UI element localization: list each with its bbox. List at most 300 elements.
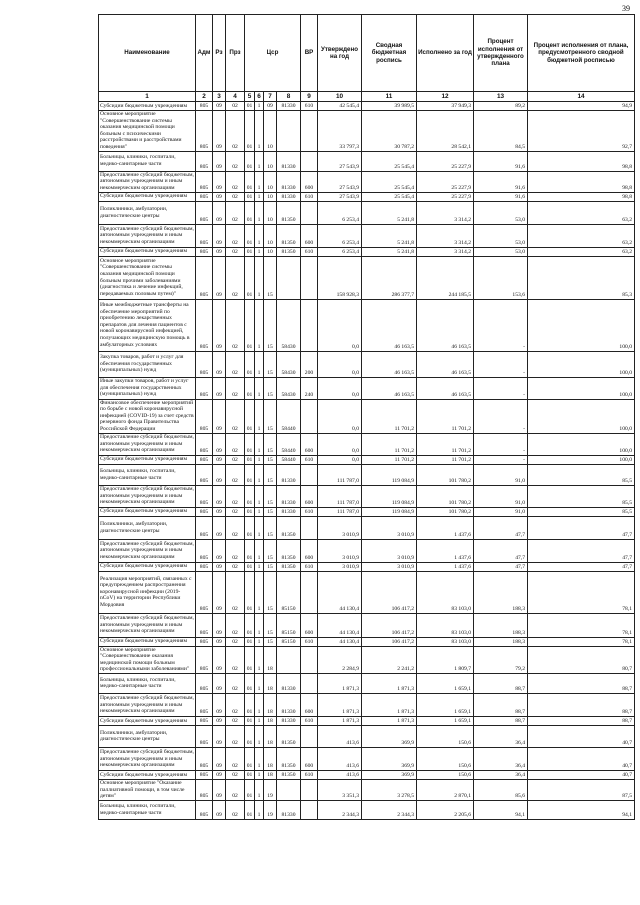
row-csr-2: 1: [255, 747, 264, 770]
row-csr-4: 81330: [277, 464, 301, 485]
column-number: 9: [301, 92, 318, 102]
row-rz: 09: [213, 516, 226, 539]
row-adm: 805: [196, 399, 213, 433]
row-approved: 2 284,9: [318, 646, 362, 673]
table-row: [99, 201, 635, 224]
table-row: [99, 299, 635, 351]
row-csr-3: 15: [264, 516, 277, 539]
row-executed: 150,6: [417, 725, 474, 747]
row-adm: 805: [196, 299, 213, 351]
row-csr-1: 01: [245, 171, 255, 192]
row-csr-1: 01: [245, 673, 255, 693]
row-name: Больницы, клиники, госпитали, медико-санитарные части: [99, 800, 196, 819]
row-name: Субсидии бюджетным учреждениям: [99, 562, 196, 571]
col-header-name: Наименование: [99, 15, 196, 92]
row-name: Субсидии бюджетным учреждениям: [99, 102, 196, 111]
row-csr-1: 01: [245, 256, 255, 299]
row-pct-list: 40,7: [528, 747, 635, 770]
row-csr-4: 81330: [277, 716, 301, 725]
row-adm: 805: [196, 485, 213, 507]
row-pct-plan: -: [474, 377, 528, 399]
row-pct-list: 47,7: [528, 539, 635, 562]
row-pct-list: 100,0: [528, 351, 635, 377]
row-consolidated: 3 010,9: [362, 516, 417, 539]
table-row: [99, 351, 635, 377]
row-name: Реализация мероприятий, связанных с предупреждением распространения коронавирусной инфекции (2019-nCoV) на территории Республики Мордовия: [99, 571, 196, 613]
row-consolidated: 5 241,8: [362, 224, 417, 247]
row-executed: 1 659,1: [417, 673, 474, 693]
row-prz: 02: [226, 507, 245, 516]
row-adm: 805: [196, 151, 213, 171]
row-rz: 09: [213, 464, 226, 485]
row-executed: 25 227,9: [417, 151, 474, 171]
row-consolidated: 3 010,9: [362, 562, 417, 571]
row-pct-list: 87,5: [528, 779, 635, 800]
row-rz: 09: [213, 646, 226, 673]
table-row: [99, 151, 635, 171]
row-adm: 805: [196, 102, 213, 111]
row-executed: 1 659,1: [417, 716, 474, 725]
row-rz: 09: [213, 455, 226, 464]
row-consolidated: 5 241,8: [362, 201, 417, 224]
row-consolidated: 5 241,8: [362, 247, 417, 256]
row-rz: 09: [213, 192, 226, 201]
row-csr-1: 01: [245, 433, 255, 455]
row-pct-plan: 53,0: [474, 201, 528, 224]
row-approved: 0,0: [318, 433, 362, 455]
row-executed: 3 314,2: [417, 247, 474, 256]
row-vr: [301, 201, 318, 224]
row-name: Субсидии бюджетным учреждениям: [99, 455, 196, 464]
row-csr-2: 1: [255, 171, 264, 192]
table-row: [99, 102, 635, 111]
row-name: Предоставление субсидий бюджетным, автономным учреждениям и иным некоммерческим организациям: [100, 171, 194, 191]
row-csr-4: 58440: [277, 399, 301, 433]
row-csr-3: 10: [264, 224, 277, 247]
row-rz: 09: [213, 224, 226, 247]
table-row: [99, 256, 635, 299]
row-csr-2: 1: [255, 151, 264, 171]
row-executed: 244 185,5: [417, 256, 474, 299]
table-row: [99, 800, 635, 819]
row-csr-3: 10: [264, 192, 277, 201]
row-rz: 09: [213, 673, 226, 693]
row-csr-3: 15: [264, 433, 277, 455]
row-vr: 610: [301, 102, 318, 111]
column-number: 5: [245, 92, 255, 102]
row-adm: 805: [196, 256, 213, 299]
row-csr-2: 1: [255, 800, 264, 819]
row-csr-4: 81330: [277, 171, 301, 192]
row-pct-list: 98,8: [528, 171, 635, 192]
row-pct-plan: 36,4: [474, 770, 528, 779]
row-csr-4: 58430: [277, 299, 301, 351]
row-adm: 805: [196, 770, 213, 779]
row-csr-4: 81330: [277, 507, 301, 516]
row-rz: 09: [213, 770, 226, 779]
row-rz: 09: [213, 637, 226, 646]
table-row: [99, 673, 635, 693]
row-pct-list: 92,7: [528, 111, 635, 152]
row-name: Иные межбюджетные трансферты на обеспечение мероприятий по приобретению лекарственных препаратов для лечения пациентов с новой коронавирусной инфекцией, получающих медицинскую помощь в амбулаторных условиях: [99, 299, 196, 351]
row-csr-2: 1: [255, 111, 264, 152]
row-vr: [301, 299, 318, 351]
row-prz: 02: [226, 673, 245, 693]
row-consolidated: 119 084,9: [362, 485, 417, 507]
row-approved: 413,6: [318, 725, 362, 747]
row-consolidated: 25 545,4: [362, 171, 417, 192]
row-rz: 09: [213, 201, 226, 224]
row-name: Предоставление субсидий бюджетным, автономным учреждениям и иным некоммерческим организациям: [99, 613, 196, 637]
row-executed: 1 437,6: [417, 539, 474, 562]
row-executed: 101 780,2: [417, 464, 474, 485]
row-prz: 02: [226, 464, 245, 485]
row-name: Субсидии бюджетным учреждениям: [99, 247, 196, 256]
row-csr-1: 01: [245, 516, 255, 539]
row-pct-plan: 47,7: [474, 516, 528, 539]
row-csr-1: 01: [245, 539, 255, 562]
column-number: 14: [528, 92, 635, 102]
row-vr: 610: [301, 770, 318, 779]
row-csr-1: 01: [245, 800, 255, 819]
row-adm: 805: [196, 646, 213, 673]
row-vr: [301, 399, 318, 433]
row-csr-3: 10: [264, 151, 277, 171]
row-rz: 09: [213, 399, 226, 433]
row-pct-list: 40,7: [528, 770, 635, 779]
row-approved: 1 871,3: [318, 716, 362, 725]
row-consolidated: 25 545,4: [362, 151, 417, 171]
row-rz: 09: [213, 351, 226, 377]
row-pct-list: 98,8: [528, 192, 635, 201]
row-name: Субсидии бюджетным учреждениям: [99, 770, 196, 779]
row-adm: 805: [196, 201, 213, 224]
row-pct-plan: 91,0: [474, 485, 528, 507]
row-vr: [301, 464, 318, 485]
row-rz: 09: [213, 539, 226, 562]
row-csr-3: 09: [264, 102, 277, 111]
row-pct-plan: 36,4: [474, 725, 528, 747]
row-pct-plan: 79,2: [474, 646, 528, 673]
row-csr-4: 81330: [277, 673, 301, 693]
row-name: Больницы, клиники, госпитали, медико-санитарные части: [99, 151, 196, 171]
column-number: 6: [255, 92, 264, 102]
row-pct-list: 78,1: [528, 637, 635, 646]
row-adm: 805: [196, 571, 213, 613]
row-vr: [301, 516, 318, 539]
row-csr-4: [277, 646, 301, 673]
column-number: 2: [196, 92, 213, 102]
row-name: Предоставление субсидий бюджетным, автономным учреждениям и иным некоммерческим организациям: [99, 747, 196, 770]
row-approved: 0,0: [318, 455, 362, 464]
row-adm: 805: [196, 171, 213, 192]
row-csr-2: 1: [255, 455, 264, 464]
row-csr-2: 1: [255, 224, 264, 247]
row-name: Субсидии бюджетным учреждениям: [99, 507, 196, 516]
row-approved: 413,6: [318, 770, 362, 779]
row-approved: 2 344,3: [318, 800, 362, 819]
row-pct-list: 88,7: [528, 693, 635, 716]
row-prz: 02: [226, 779, 245, 800]
table-row: [99, 377, 635, 399]
row-csr-2: 1: [255, 716, 264, 725]
row-csr-2: 1: [255, 433, 264, 455]
row-vr: [301, 151, 318, 171]
row-rz: 09: [213, 800, 226, 819]
row-csr-3: 15: [264, 613, 277, 637]
row-pct-plan: 91,6: [474, 171, 528, 192]
row-csr-4: 81330: [277, 800, 301, 819]
row-prz: 02: [226, 201, 245, 224]
row-csr-1: 01: [245, 247, 255, 256]
col-header-vr: ВР: [301, 15, 318, 92]
row-csr-3: 15: [264, 299, 277, 351]
row-csr-2: 1: [255, 779, 264, 800]
row-consolidated: 106 417,2: [362, 637, 417, 646]
row-consolidated: 46 163,5: [362, 377, 417, 399]
row-vr: 610: [301, 637, 318, 646]
column-number: 7: [264, 92, 277, 102]
row-consolidated: 11 701,2: [362, 399, 417, 433]
row-pct-list: 100,0: [528, 399, 635, 433]
row-name: Предоставление субсидий бюджетным, автономным учреждениям и иным некоммерческим организациям: [99, 224, 196, 247]
table-row: [99, 507, 635, 516]
row-vr: 600: [301, 693, 318, 716]
row-prz: 02: [226, 377, 245, 399]
row-adm: 805: [196, 224, 213, 247]
row-consolidated: 46 163,5: [362, 351, 417, 377]
table-row: [99, 716, 635, 725]
row-pct-list: 88,7: [528, 673, 635, 693]
row-csr-4: [277, 256, 301, 299]
row-vr: 240: [301, 377, 318, 399]
row-csr-3: 18: [264, 770, 277, 779]
row-csr-4: 81350: [277, 747, 301, 770]
row-vr: 600: [301, 171, 318, 192]
row-approved: 158 928,3: [318, 256, 362, 299]
col-header-pct-plan: Процент исполнения от утвержденного плана: [474, 15, 528, 92]
row-csr-4: [277, 779, 301, 800]
row-csr-1: 01: [245, 111, 255, 152]
row-executed: 11 701,2: [417, 433, 474, 455]
row-csr-1: 01: [245, 716, 255, 725]
col-header-csr: Цср: [245, 15, 301, 92]
row-csr-2: 1: [255, 201, 264, 224]
row-csr-2: 1: [255, 770, 264, 779]
row-executed: 101 780,2: [417, 507, 474, 516]
row-csr-3: 18: [264, 646, 277, 673]
row-pct-plan: 88,7: [474, 673, 528, 693]
table-row: [99, 247, 635, 256]
col-header-prz: Прз: [226, 15, 245, 92]
row-consolidated: 369,9: [362, 725, 417, 747]
row-csr-4: 81350: [277, 770, 301, 779]
row-adm: 805: [196, 539, 213, 562]
row-vr: 610: [301, 562, 318, 571]
column-number-row: [99, 92, 635, 102]
row-vr: 610: [301, 247, 318, 256]
row-name: Поликлиники, амбулатории, диагностические центры: [99, 725, 196, 747]
row-pct-plan: 53,0: [474, 224, 528, 247]
row-pct-list: 85,3: [528, 256, 635, 299]
row-csr-1: 01: [245, 646, 255, 673]
row-vr: [301, 725, 318, 747]
row-csr-3: 15: [264, 351, 277, 377]
row-name: Закупка товаров, работ и услуг для обеспечения государственных (муниципальных) нужд: [99, 351, 196, 377]
row-adm: 805: [196, 507, 213, 516]
row-csr-3: 15: [264, 637, 277, 646]
row-rz: 09: [213, 779, 226, 800]
row-pct-list: 47,7: [528, 562, 635, 571]
row-csr-4: 81330: [277, 151, 301, 171]
row-csr-4: 85150: [277, 637, 301, 646]
table-row: [99, 747, 635, 770]
row-pct-list: 63,2: [528, 224, 635, 247]
row-csr-2: 1: [255, 351, 264, 377]
row-pct-plan: 47,7: [474, 562, 528, 571]
row-csr-4: 81330: [277, 693, 301, 716]
row-vr: 600: [301, 539, 318, 562]
row-csr-2: 1: [255, 247, 264, 256]
col-header-executed: Исполнено за год: [417, 15, 474, 92]
row-csr-4: 81350: [277, 516, 301, 539]
row-pct-list: 88,7: [528, 716, 635, 725]
row-csr-4: 81330: [277, 485, 301, 507]
row-prz: 02: [226, 111, 245, 152]
row-rz: 09: [213, 725, 226, 747]
row-vr: 610: [301, 455, 318, 464]
row-rz: 09: [213, 151, 226, 171]
row-consolidated: 11 701,2: [362, 455, 417, 464]
row-prz: 02: [226, 637, 245, 646]
row-prz: 02: [226, 299, 245, 351]
row-csr-3: 15: [264, 399, 277, 433]
row-rz: 09: [213, 299, 226, 351]
row-vr: 600: [301, 433, 318, 455]
row-pct-plan: 188,3: [474, 571, 528, 613]
row-rz: 09: [213, 256, 226, 299]
row-pct-list: 100,0: [528, 455, 635, 464]
row-approved: 33 797,3: [318, 111, 362, 152]
row-csr-2: 1: [255, 673, 264, 693]
row-csr-4: 81350: [277, 562, 301, 571]
column-number: 3: [213, 92, 226, 102]
row-executed: 83 103,0: [417, 613, 474, 637]
row-csr-4: 81330: [277, 192, 301, 201]
row-adm: 805: [196, 111, 213, 152]
table-row: [99, 779, 635, 800]
row-csr-2: 1: [255, 646, 264, 673]
table-row: [99, 646, 635, 673]
table-row: [99, 455, 635, 464]
row-csr-1: 01: [245, 507, 255, 516]
row-csr-4: 58440: [277, 455, 301, 464]
row-consolidated: 369,9: [362, 747, 417, 770]
row-csr-2: 1: [255, 693, 264, 716]
row-name: Больницы, клиники, госпитали, медико-санитарные части: [99, 464, 196, 485]
row-prz: 02: [226, 247, 245, 256]
row-vr: [301, 111, 318, 152]
row-csr-2: 1: [255, 725, 264, 747]
row-csr-3: 10: [264, 111, 277, 152]
row-consolidated: 1 871,3: [362, 693, 417, 716]
row-csr-2: 1: [255, 485, 264, 507]
row-csr-3: 15: [264, 464, 277, 485]
row-pct-list: 98,8: [528, 151, 635, 171]
row-rz: 09: [213, 747, 226, 770]
row-vr: [301, 646, 318, 673]
row-name: Предоставление субсидий бюджетным, автономным учреждениям и иным некоммерческим организациям: [100, 434, 194, 454]
row-pct-plan: -: [474, 299, 528, 351]
row-adm: 805: [196, 673, 213, 693]
row-pct-list: 78,1: [528, 571, 635, 613]
row-name: Основное мероприятие "Совершенствование оказания медицинской помощи больным профессиональными заболеваниями": [99, 646, 196, 673]
row-name: Поликлиники, амбулатории, диагностические центры: [99, 201, 196, 224]
row-csr-1: 01: [245, 571, 255, 613]
column-number: 11: [362, 92, 417, 102]
row-approved: 27 543,9: [318, 151, 362, 171]
row-csr-4: 58430: [277, 377, 301, 399]
row-pct-plan: 153,6: [474, 256, 528, 299]
row-csr-1: 01: [245, 613, 255, 637]
row-vr: [301, 800, 318, 819]
row-prz: 02: [226, 571, 245, 613]
row-adm: 805: [196, 433, 213, 455]
row-executed: 11 701,2: [417, 455, 474, 464]
row-csr-1: 01: [245, 725, 255, 747]
table-row: [99, 485, 635, 507]
row-csr-4: 58440: [277, 433, 301, 455]
row-csr-4: 81350: [277, 224, 301, 247]
table-row: [99, 693, 635, 716]
row-approved: 42 545,4: [318, 102, 362, 111]
table-row: [99, 725, 635, 747]
row-prz: 02: [226, 399, 245, 433]
row-rz: 09: [213, 377, 226, 399]
row-pct-list: 100,0: [528, 433, 635, 455]
row-prz: 02: [226, 485, 245, 507]
row-csr-4: 81330: [277, 102, 301, 111]
row-pct-plan: 91,6: [474, 192, 528, 201]
table-row: [99, 516, 635, 539]
row-csr-2: 1: [255, 507, 264, 516]
row-csr-3: 15: [264, 507, 277, 516]
row-csr-2: 1: [255, 377, 264, 399]
table-row: [99, 224, 635, 247]
row-name: Поликлиники, амбулатории, диагностические центры: [99, 516, 196, 539]
row-executed: 46 163,5: [417, 299, 474, 351]
row-prz: 02: [226, 725, 245, 747]
table-row: [99, 111, 635, 152]
row-adm: 805: [196, 247, 213, 256]
row-csr-1: 01: [245, 224, 255, 247]
row-pct-plan: -: [474, 399, 528, 433]
row-prz: 02: [226, 102, 245, 111]
row-approved: 44 130,4: [318, 637, 362, 646]
row-prz: 02: [226, 151, 245, 171]
row-csr-2: 1: [255, 399, 264, 433]
row-executed: 2 205,6: [417, 800, 474, 819]
row-executed: 25 227,9: [417, 171, 474, 192]
row-prz: 02: [226, 171, 245, 192]
row-consolidated: 30 787,2: [362, 111, 417, 152]
row-rz: 09: [213, 433, 226, 455]
row-approved: 27 543,9: [318, 171, 362, 192]
row-approved: 0,0: [318, 377, 362, 399]
row-adm: 805: [196, 747, 213, 770]
row-approved: 1 871,3: [318, 693, 362, 716]
row-approved: 1 871,3: [318, 673, 362, 693]
